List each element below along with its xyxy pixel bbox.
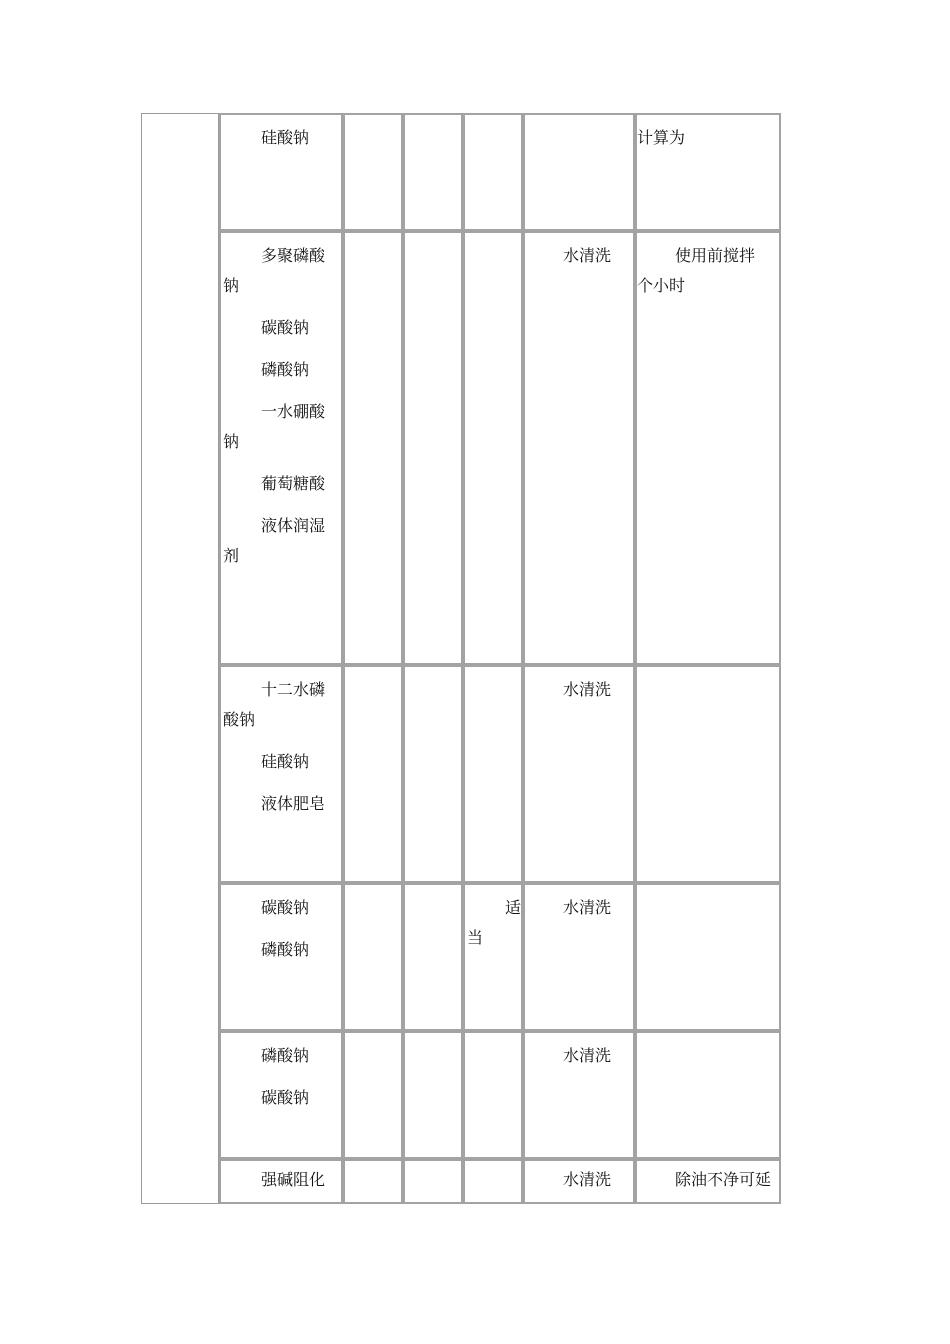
- wash-cell: [523, 113, 635, 231]
- chemical-name: 一水硼酸钠: [223, 402, 326, 451]
- note-text: 除油不净可延: [675, 1170, 772, 1189]
- chemical-name: 强碱阻化: [261, 1170, 326, 1189]
- table-row: [219, 113, 781, 231]
- wash-text: 水清洗: [563, 1046, 612, 1065]
- note-cell: [635, 883, 781, 1031]
- empty-cell: [343, 1159, 403, 1204]
- note-cell: [635, 113, 781, 231]
- table-row: [219, 883, 781, 1031]
- wash-cell: [523, 883, 635, 1031]
- wash-cell: [523, 1159, 635, 1204]
- chemical-cell: [219, 1159, 343, 1204]
- empty-cell: [463, 113, 523, 231]
- empty-cell: [403, 1031, 463, 1159]
- empty-cell: [403, 665, 463, 883]
- chemical-name: 液体肥皂: [261, 794, 326, 813]
- chemical-name: 磷酸钠: [261, 940, 310, 959]
- amount-text: 适当: [467, 898, 522, 947]
- chemical-cell: [219, 665, 343, 883]
- table-left-column: [141, 113, 219, 1204]
- chemical-name: 碳酸钠: [261, 898, 310, 917]
- empty-cell: [463, 1031, 523, 1159]
- chemical-name: 液体润湿剂: [223, 516, 326, 565]
- wash-text: 水清洗: [563, 680, 612, 699]
- chemical-cell: [219, 231, 343, 665]
- chemical-name: 多聚磷酸钠: [223, 246, 326, 295]
- note-text: 计算为: [637, 128, 686, 147]
- empty-cell: [403, 113, 463, 231]
- table-row: [219, 1159, 781, 1204]
- empty-cell: [343, 1031, 403, 1159]
- empty-cell: [463, 665, 523, 883]
- empty-cell: [343, 665, 403, 883]
- amount-cell: [463, 883, 523, 1031]
- empty-cell: [403, 883, 463, 1031]
- wash-text: 水清洗: [563, 246, 612, 265]
- wash-text: 水清洗: [563, 1170, 612, 1189]
- chemical-name: 硅酸钠: [261, 128, 310, 147]
- chemical-cell: [219, 883, 343, 1031]
- chemical-name: 碳酸钠: [261, 1088, 310, 1107]
- chemical-name: 葡萄糖酸: [261, 474, 326, 493]
- chemical-cell: [219, 1031, 343, 1159]
- empty-cell: [343, 883, 403, 1031]
- empty-cell: [463, 1159, 523, 1204]
- chemical-name: 硅酸钠: [261, 752, 310, 771]
- note-cell: [635, 231, 781, 665]
- note-cell: [635, 665, 781, 883]
- note-cell: [635, 1031, 781, 1159]
- table-row: [219, 1031, 781, 1159]
- empty-cell: [343, 231, 403, 665]
- chemical-name: 碳酸钠: [261, 318, 310, 337]
- wash-cell: [523, 1031, 635, 1159]
- chemical-name: 磷酸钠: [261, 360, 310, 379]
- table-row: [219, 231, 781, 665]
- wash-cell: [523, 231, 635, 665]
- empty-cell: [403, 1159, 463, 1204]
- note-text: 使用前搅拌个小时: [637, 246, 756, 295]
- empty-cell: [343, 113, 403, 231]
- wash-cell: [523, 665, 635, 883]
- wash-text: 水清洗: [563, 898, 612, 917]
- chemical-name: 十二水磷酸钠: [223, 680, 326, 729]
- empty-cell: [463, 231, 523, 665]
- chemical-name: 磷酸钠: [261, 1046, 310, 1065]
- chemical-cell: [219, 113, 343, 231]
- note-cell: [635, 1159, 781, 1204]
- table-row: [219, 665, 781, 883]
- empty-cell: [403, 231, 463, 665]
